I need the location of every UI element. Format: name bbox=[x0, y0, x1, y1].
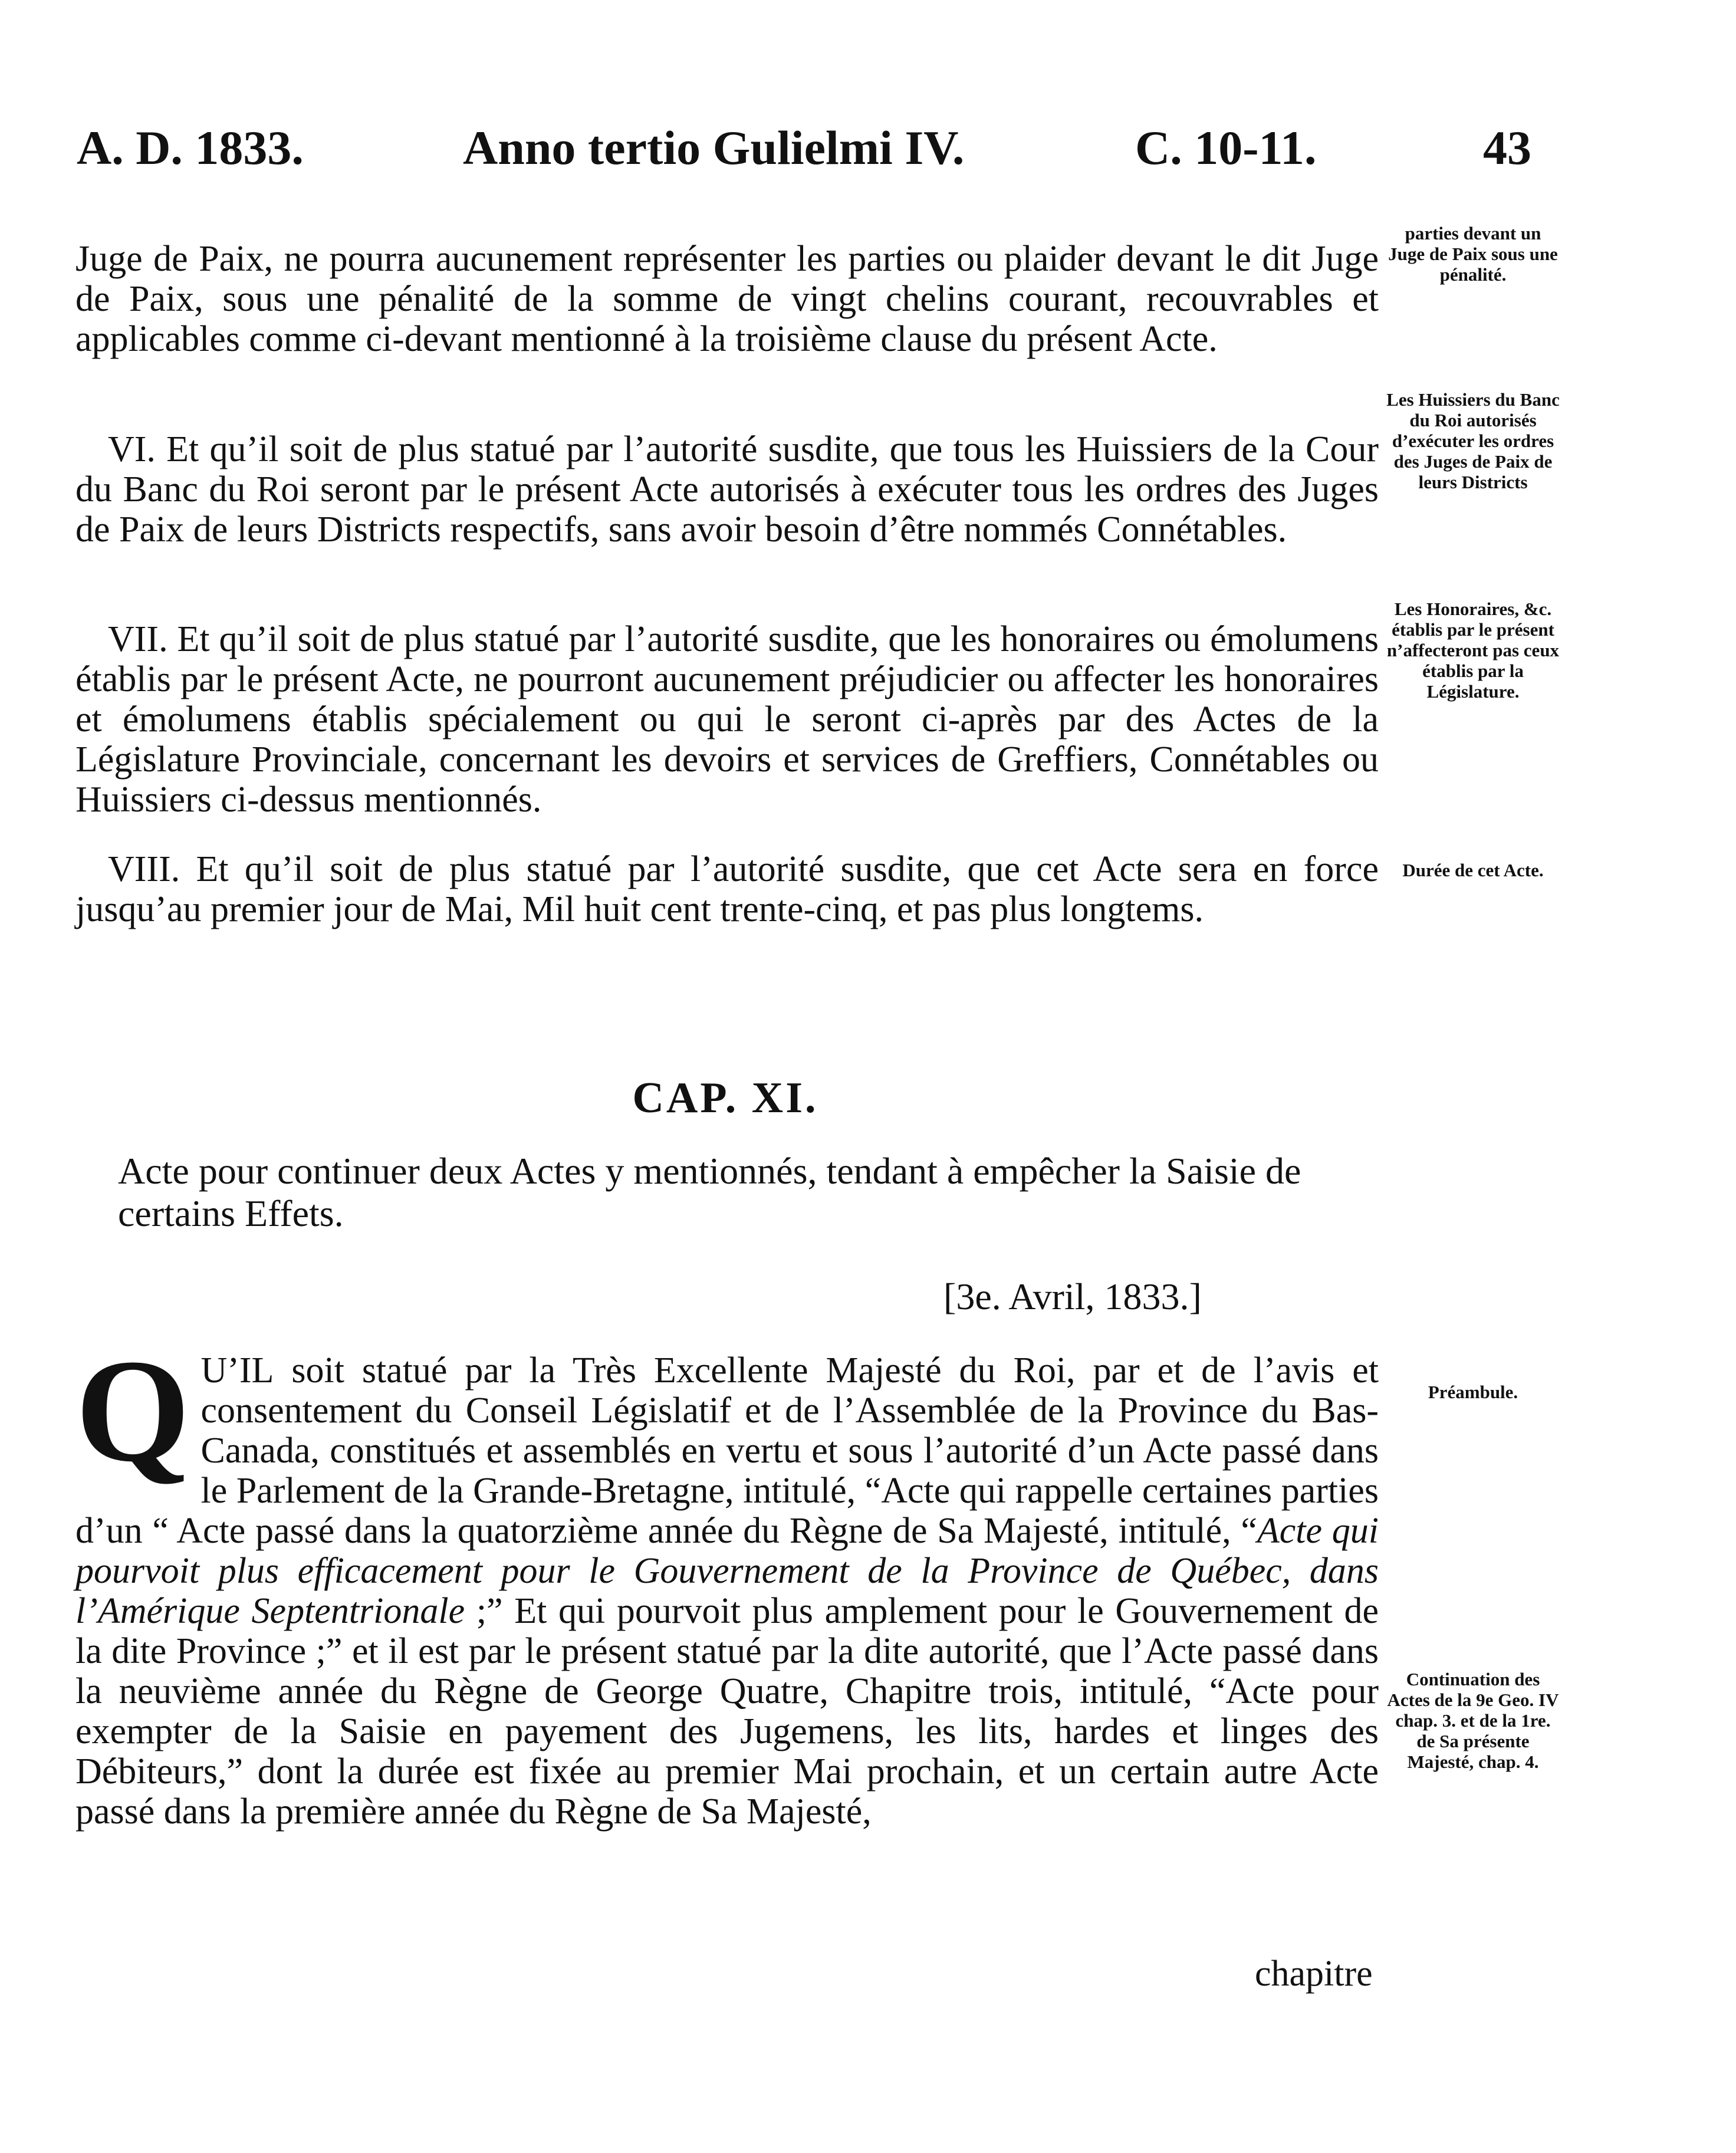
header-anno: Anno tertio Gulielmi IV. bbox=[463, 121, 965, 175]
header-chapter: C. 10-11. bbox=[1135, 121, 1317, 175]
header-year: A. D. 1833. bbox=[77, 121, 304, 175]
margin-note-duree: Durée de cet Acte. bbox=[1402, 860, 1544, 880]
section-vii-text: VII. Et qu’il soit de plus statué par l’autorité susdite, que les honoraires ou émolumens établis par le présent Acte, ne pourront aucunement préjudicier ou affecter les honoraires et émolumens établis spécialement ou qui le seront ci-après par des Actes de la Législature Provinciale, concernant les devoirs et services de Greffiers, Connétables ou Huissiers ci-dessus mentionnés. bbox=[75, 619, 1379, 820]
opening-caps: U’IL bbox=[200, 1350, 274, 1391]
catchword: chapitre bbox=[1255, 1954, 1373, 1994]
preamble-paragraph bbox=[75, 1329, 1379, 1832]
margin-note-honoraires: Les Honoraires, &c. établis par le présent n’affecteront pas ceux établis par la Législature. bbox=[1386, 599, 1560, 702]
chapter-title: CAP. XI. bbox=[632, 1074, 818, 1122]
section-continued-text: Juge de Paix, ne pourra aucunement représenter les parties ou plaider devant le dit Juge de Paix, sous une pénalité de la somme de vingt chelins courant, recouvrables et applicables comme ci-devant mentionné à la troisième clause du présent Acte. bbox=[75, 239, 1379, 359]
margin-note-continuation: Continuation des Actes de la 9e Geo. IV chap. 3. et de la 1re. de Sa présente Majesté, chap. 4. bbox=[1387, 1669, 1559, 1772]
section-viii bbox=[75, 849, 1379, 929]
drop-cap: Q bbox=[75, 1329, 190, 1493]
section-viii-text: VIII. Et qu’il soit de plus statué par l’autorité susdite, que cet Acte sera en force jusqu’au premier jour de Mai, Mil huit cent trente-cinq, et pas plus longtems. bbox=[75, 849, 1379, 929]
preamble-text: soit statué par la Très Excellente Majesté du Roi, par et de l’avis et consentement du Conseil Législatif et de l’Assemblée de la Province du Bas-Canada, constitués et assemblés en vertu et sous l’autorité d’un Acte passé dans le Parlement de la Grande-Bretagne, intitulé, “Acte qui rappelle certaines parties d’un “ Acte passé dans la quatorzième année du Règne de Sa Majesté, intitulé, “ bbox=[75, 1350, 1379, 1551]
section-vi bbox=[75, 429, 1379, 550]
section-vi-text: VI. Et qu’il soit de plus statué par l’autorité susdite, que tous les Huissiers de la Cour du Banc du Roi seront par le présent Acte autorisés à exécuter tous les ordres des Juges de Paix de leurs Districts respectifs, sans avoir besoin d’être nommés Connétables. bbox=[75, 429, 1379, 550]
section-vii bbox=[75, 619, 1379, 820]
page-number: 43 bbox=[1483, 121, 1531, 175]
margin-note-penalty: parties devant un Juge de Paix sous une pénalité. bbox=[1388, 223, 1558, 285]
act-title: Acte pour continuer deux Actes y mentionnés, tendant à empêcher la Saisie de certains Effets. bbox=[118, 1150, 1301, 1234]
preamble-rest: ;” Et qui pourvoit plus amplement pour le Gouvernement de la dite Province ;” et il est par le présent statué par la dite autorité, que l’Acte passé dans la neuvième année du Règne de George Quatre, Chapitre trois, intitulé, “Acte pour exempter de la Saisie en payement des Jugemens, les lits, hardes et linges des Débiteurs,” dont la durée est fixée au premier Mai prochain, et un certain autre Acte passé dans la première année du Règne de Sa Majesté, bbox=[75, 1591, 1379, 1832]
margin-note-preambule: Préambule. bbox=[1428, 1382, 1518, 1402]
preamble bbox=[75, 1329, 1379, 1832]
preamble-italic: Acte qui pourvoit plus efficacement pour le Gouvernement de la Province de Québec, dans l’Amérique Septentrionale bbox=[75, 1511, 1379, 1631]
section-continued bbox=[75, 239, 1379, 359]
margin-note-huissiers: Les Huissiers du Banc du Roi autorisés d’exécuter les ordres des Juges de Paix de leurs Districts bbox=[1386, 389, 1560, 492]
act-date: [3e. Avril, 1833.] bbox=[943, 1276, 1202, 1317]
